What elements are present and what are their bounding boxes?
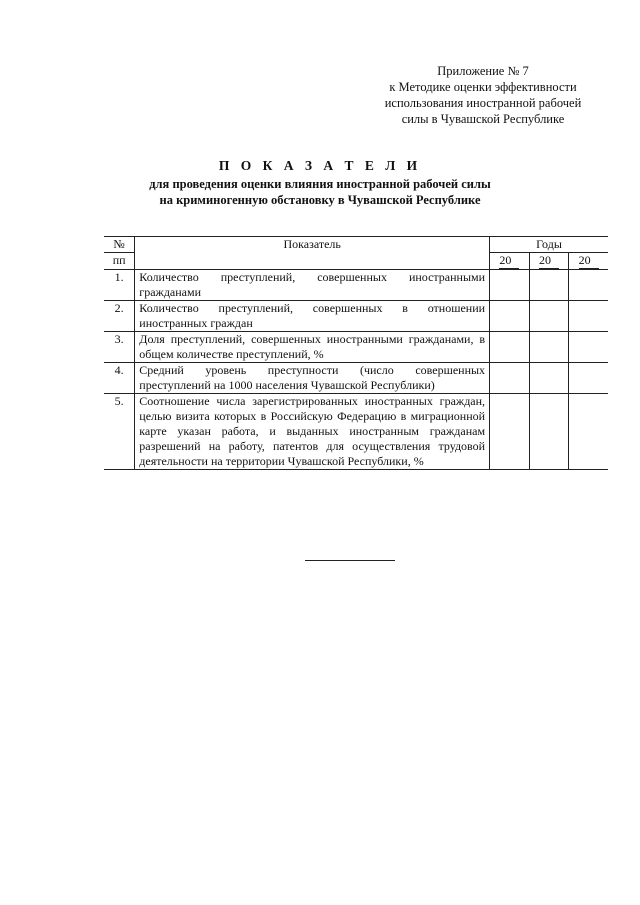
appendix-block bbox=[360, 63, 606, 127]
year-cell bbox=[529, 301, 569, 332]
row-indicator: Доля преступлений, совершенных иностранными гражданами, в общем количестве преступлений, % bbox=[135, 332, 490, 363]
year-label: 20 bbox=[499, 253, 519, 269]
row-indicator: Количество преступлений, совершенных иностранными гражданами bbox=[135, 270, 490, 301]
year-cell bbox=[569, 301, 608, 332]
table-row bbox=[104, 394, 608, 470]
table-row bbox=[104, 301, 608, 332]
indicators-table bbox=[104, 236, 608, 470]
year-cell bbox=[569, 332, 608, 363]
row-number: 5. bbox=[104, 394, 135, 470]
row-number: 1. bbox=[104, 270, 135, 301]
table-row bbox=[104, 363, 608, 394]
header-year bbox=[529, 253, 569, 270]
year-label: 20 bbox=[579, 253, 599, 269]
year-cell bbox=[490, 363, 530, 394]
subtitle-line: для проведения оценки влияния иностранной рабочей силы bbox=[149, 177, 491, 191]
row-number: 3. bbox=[104, 332, 135, 363]
end-divider bbox=[305, 560, 395, 561]
table-row bbox=[104, 332, 608, 363]
year-cell bbox=[569, 363, 608, 394]
year-cell bbox=[490, 332, 530, 363]
document-subtitle bbox=[0, 176, 640, 208]
year-cell bbox=[529, 394, 569, 470]
year-cell bbox=[529, 332, 569, 363]
table-row bbox=[104, 270, 608, 301]
appendix-line: использования иностранной рабочей bbox=[384, 96, 582, 110]
appendix-line: к Методике оценки эффективности bbox=[389, 80, 577, 94]
year-cell bbox=[490, 301, 530, 332]
appendix-line: Приложение № 7 bbox=[437, 64, 529, 78]
subtitle-line: на криминогенную обстановку в Чувашской Республике bbox=[159, 193, 481, 207]
row-indicator: Количество преступлений, совершенных в отношении иностранных граждан bbox=[135, 301, 490, 332]
row-indicator: Соотношение числа зарегистрированных иностранных граждан, целью визита которых в Российскую Федерацию в миграционной карте указан работа, и выданных иностранным гражданам разрешений на работу, патентов для осуществления трудовой деятельности на территории Чувашской Республики, % bbox=[135, 394, 490, 470]
header-year bbox=[569, 253, 608, 270]
year-cell bbox=[569, 394, 608, 470]
appendix-line: силы в Чувашской Республике bbox=[401, 112, 565, 126]
year-cell bbox=[490, 270, 530, 301]
header-indicator: Показатель bbox=[135, 237, 490, 270]
year-cell bbox=[529, 363, 569, 394]
header-year bbox=[490, 253, 530, 270]
row-number: 4. bbox=[104, 363, 135, 394]
year-cell bbox=[529, 270, 569, 301]
header-years: Годы bbox=[490, 237, 608, 253]
row-indicator: Средний уровень преступности (число совершенных преступлений на 1000 населения Чувашской Республики) bbox=[135, 363, 490, 394]
document-heading: П О К А З А Т Е Л И bbox=[218, 158, 422, 173]
table-header-row bbox=[104, 237, 608, 253]
header-num-bottom: пп bbox=[104, 253, 135, 270]
header-num-top: № bbox=[104, 237, 135, 253]
year-label: 20 bbox=[539, 253, 559, 269]
row-number: 2. bbox=[104, 301, 135, 332]
year-cell bbox=[490, 394, 530, 470]
year-cell bbox=[569, 270, 608, 301]
